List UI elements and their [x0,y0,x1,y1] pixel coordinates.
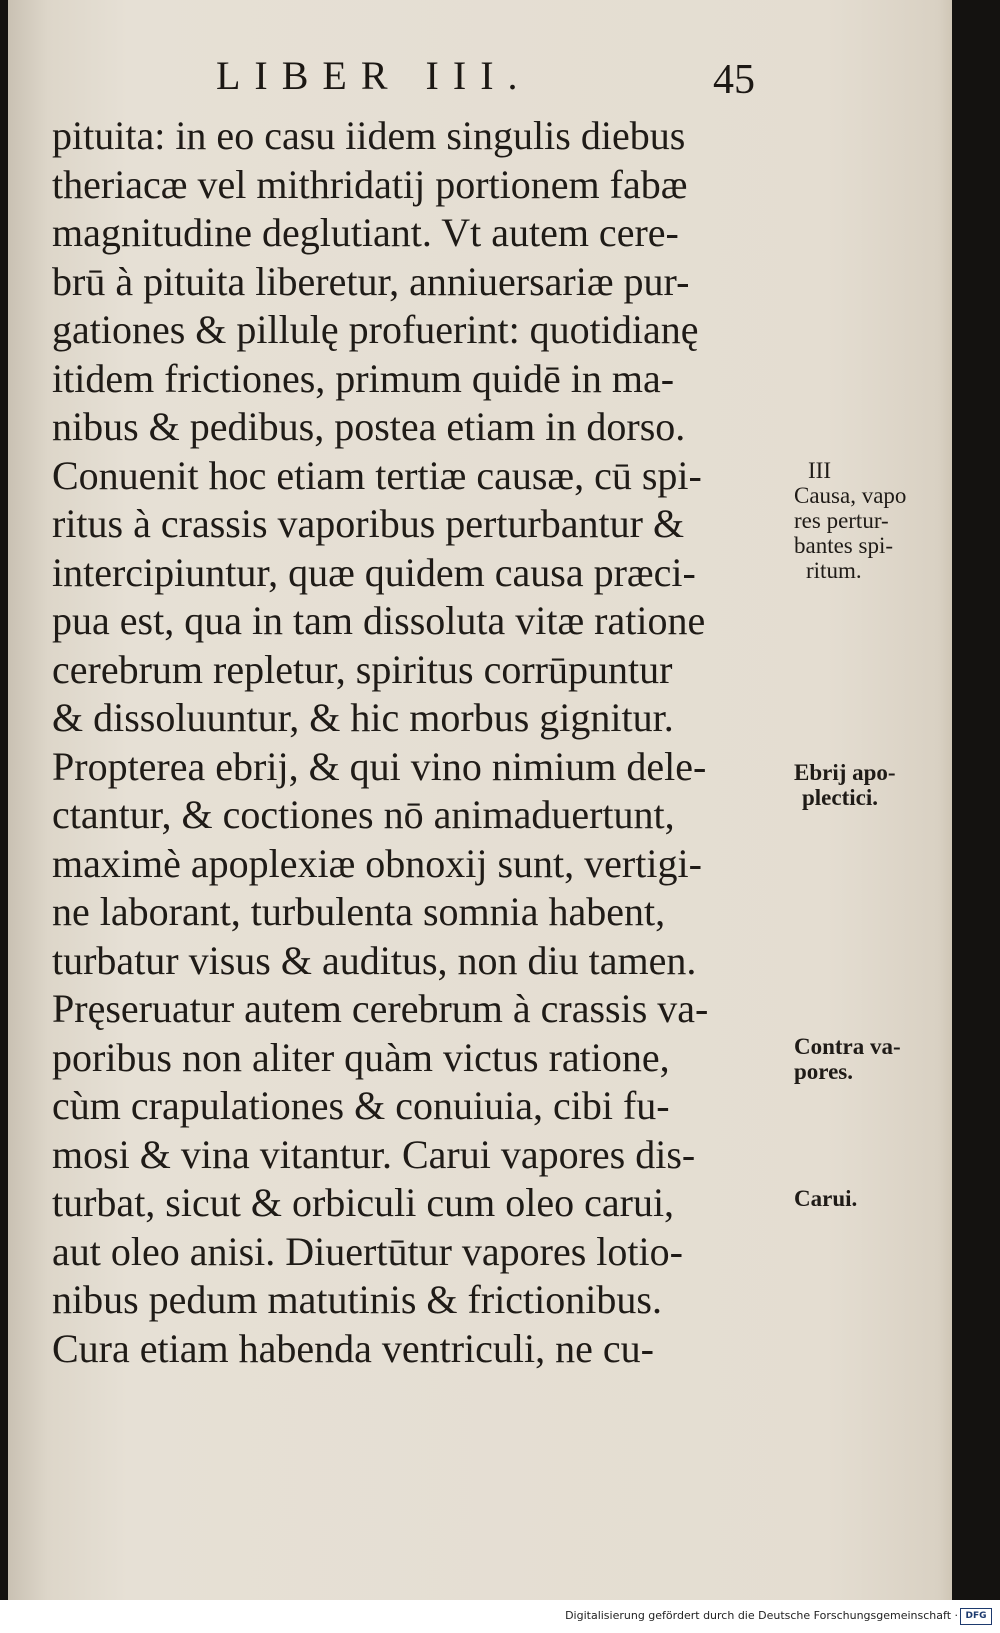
text-line: cerebrum repletur, spiritus corrūpuntur [52,646,673,692]
margin-note-line: ritum. [806,558,862,583]
text-line: brū à pituita liberetur, anniuersariæ pur- [52,258,690,304]
margin-note-line: Carui. [794,1186,858,1211]
text-line: intercipiuntur, quæ quidem causa præci- [52,549,696,595]
funding-credit: Digitalisierung gefördert durch die Deutsche Forschungsgemeinschaft · [565,1609,958,1622]
footer-bar [0,1600,1000,1633]
margin-note-line: Ebrij apo- [794,760,896,785]
body-text [52,112,782,1373]
text-line: magnitudine deglutiant. Vt autem cere- [52,210,679,255]
margin-note-line: bantes spi- [794,533,894,558]
text-line: itidem frictiones, primum quidē in ma- [52,355,675,401]
text-line: turbat, sicut & orbiculi cum oleo carui, [52,1180,675,1225]
text-line: maximè apoplexiæ obnoxij sunt, vertigi- [52,840,702,886]
book-page [8,0,952,1600]
text-line: pua est, qua in tam dissoluta vitæ ratione [52,598,706,643]
text-line: nibus & pedibus, postea etiam in dorso. [52,404,686,449]
dfg-logo: DFG [960,1608,992,1625]
margin-note-line: res pertur- [794,508,889,533]
margin-note-line: plectici. [802,785,878,810]
page-number: 45 [713,57,755,103]
text-line: ritus à crassis vaporibus perturbantur & [52,501,685,546]
margin-note-line: Contra va- [794,1034,901,1059]
text-line: ctantur, & coctiones nō animaduertunt, [52,792,675,837]
text-line: Pręseruatur autem cerebrum à crassis va- [52,986,709,1031]
text-line: theriacæ vel mithridatij portionem fabæ [52,161,688,207]
margin-note-line: Causa, vapo [794,483,907,508]
text-line: pituita: in eo casu iidem singulis diebus [52,113,686,158]
margin-note-ebrij [794,760,896,810]
margin-note-contra-vapores [794,1034,901,1084]
text-line: turbatur visus & auditus, non diu tamen. [52,937,697,983]
text-line: mosi & vina vitantur. Carui vapores dis- [52,1131,696,1177]
text-line: & dissoluuntur, & hic morbus gignitur. [52,695,674,740]
text-line: cùm crapulationes & conuiuia, cibi fu- [52,1083,670,1128]
text-line: poribus non aliter quàm victus ratione, [52,1034,670,1080]
text-line: ne laborant, turbulenta somnia habent, [52,889,666,934]
text-line: aut oleo anisi. Diuertūtur vapores lotio- [52,1228,683,1274]
margin-note-causa-vapores [794,458,906,583]
page-header [208,52,808,112]
text-line: Cura etiam habenda ventriculi, ne cu- [52,1325,654,1371]
running-title: LIBER III. [216,53,532,98]
text-line: Propterea ebrij, & qui vino nimium dele- [52,743,707,789]
text-line: nibus pedum matutinis & frictionibus. [52,1277,662,1322]
text-line: Conuenit hoc etiam tertiæ causæ, cū spi- [52,452,702,498]
text-line: gationes & pillulę profuerint: quotidianę [52,307,699,352]
margin-note-carui [794,1186,857,1211]
margin-note-line: pores. [794,1059,853,1084]
margin-note-line: III [808,458,831,483]
